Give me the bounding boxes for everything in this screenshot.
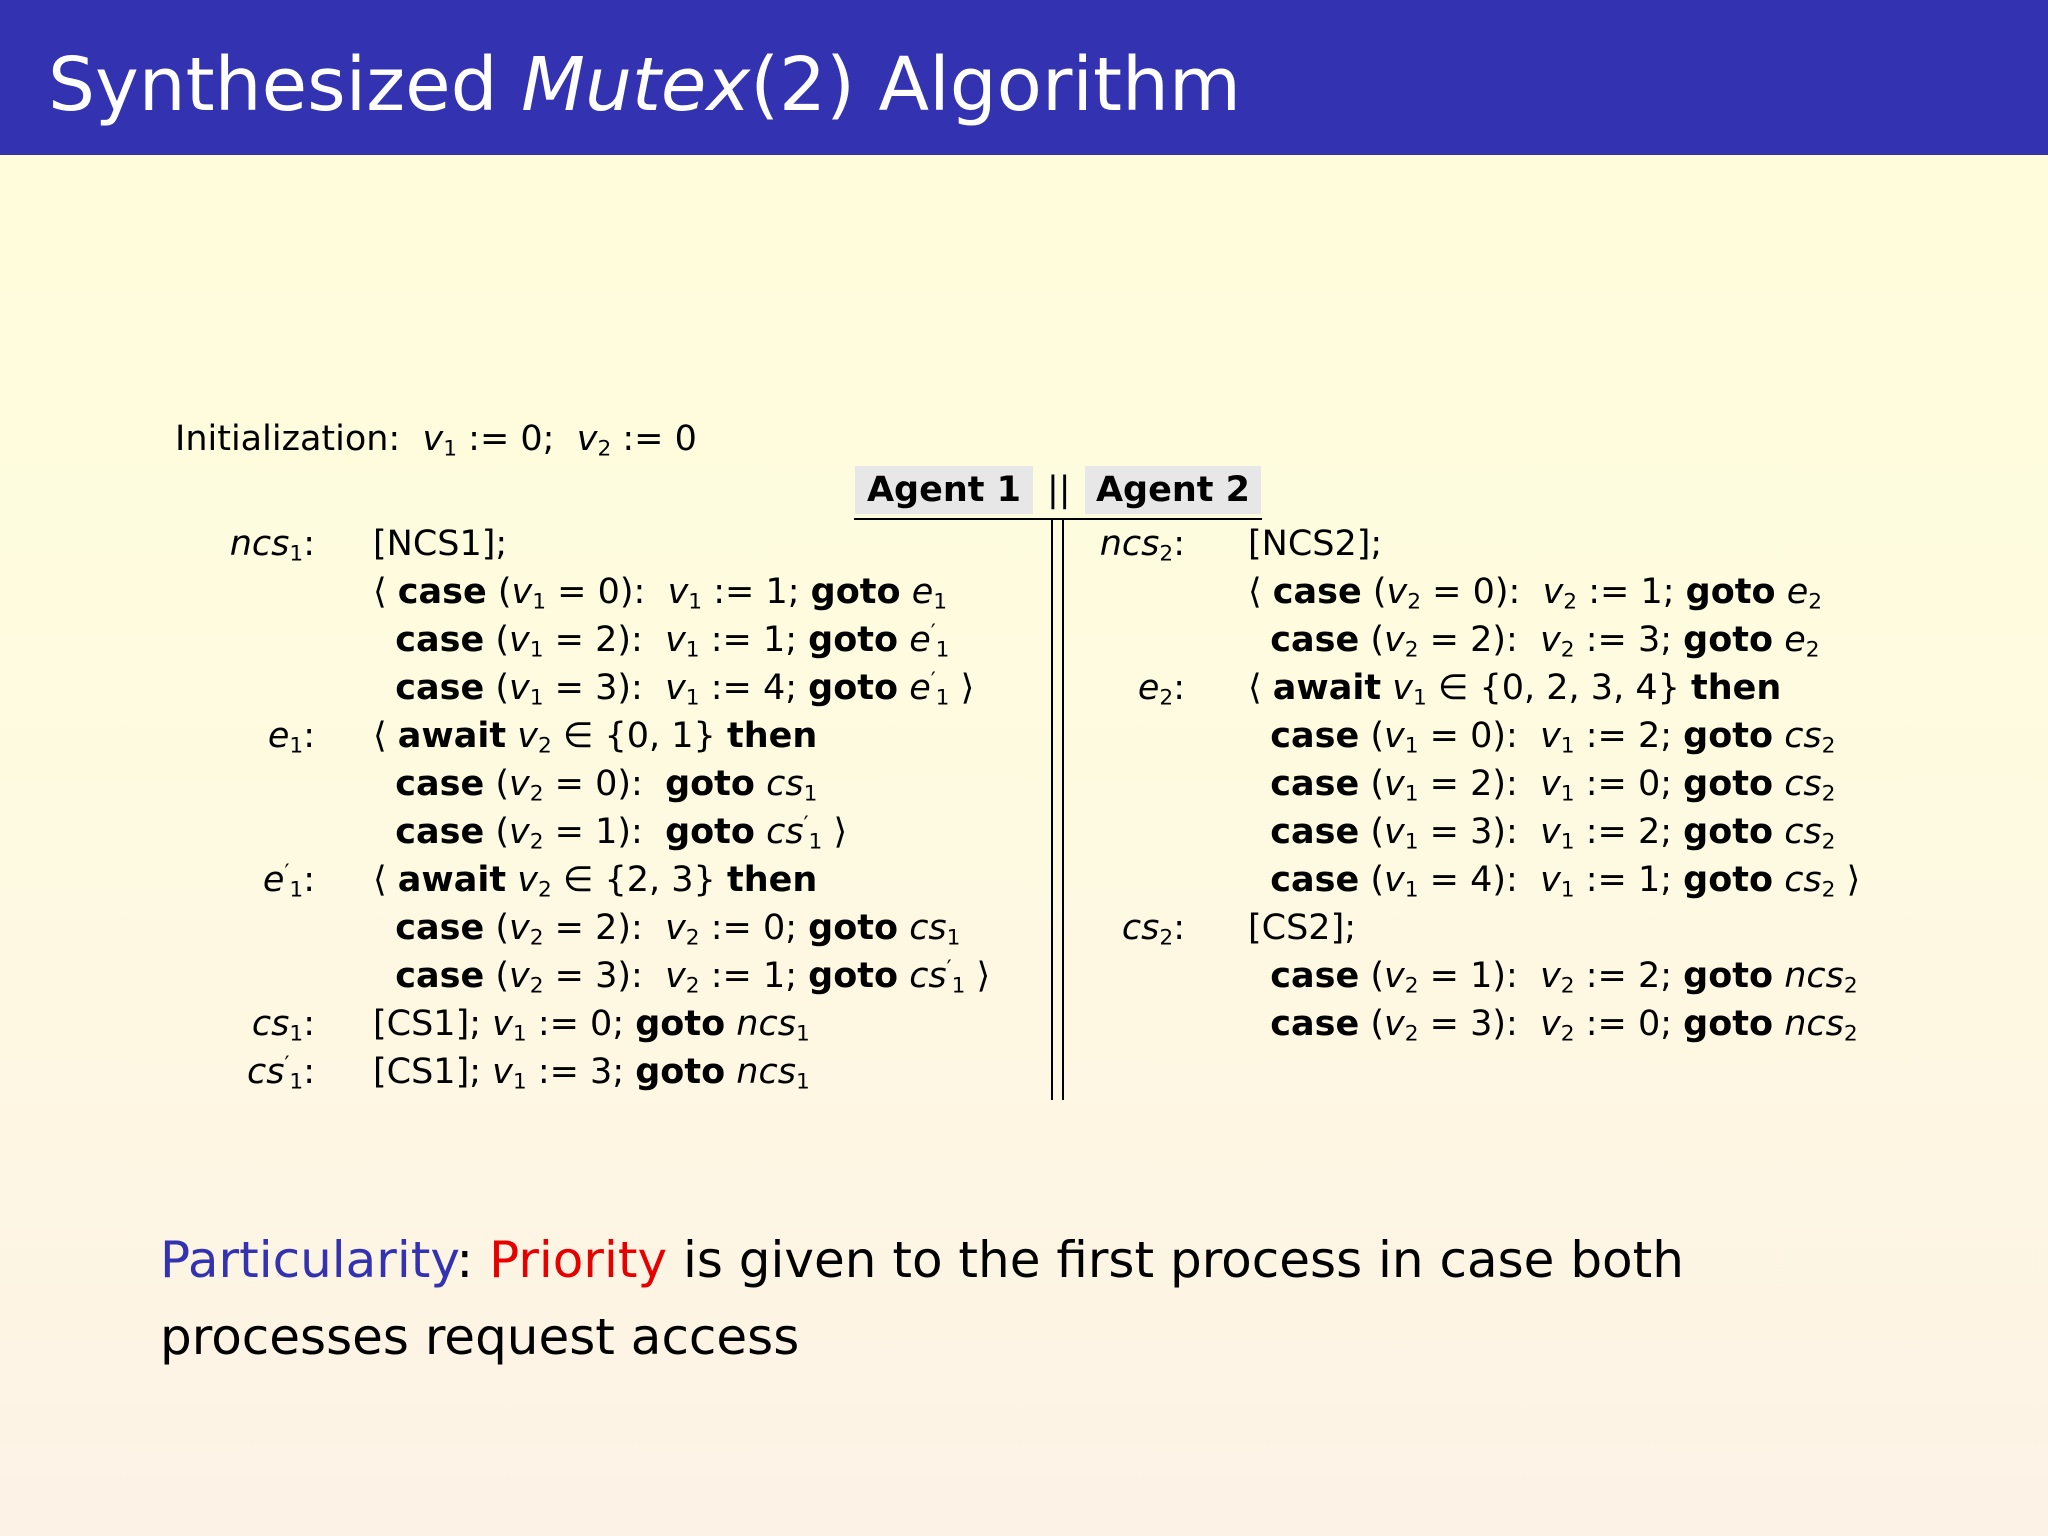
slide-title-bar xyxy=(0,0,2048,155)
label-cs1: $cs_1$: xyxy=(251,1004,315,1047)
agent1-line: ⟨ await $v_2$ ∈ {2, 3} then xyxy=(373,860,818,903)
agent1-line: ⟨ case $(v_1 = 0)$: $v_1$ := 1; goto $e_1$ xyxy=(373,572,948,615)
agent1-line: case $(v_2 = 1)$: goto $cs'_1$ ⟩ xyxy=(395,812,848,855)
agent2-line: ⟨ case $(v_2 = 0)$: $v_2$ := 1; goto $e_2$ xyxy=(1248,572,1823,615)
agent2-line: case $(v_1 = 0)$: $v_1$ := 2; goto $cs_2$ xyxy=(1270,716,1836,759)
agent2-line: case $(v_2 = 1)$: $v_2$ := 2; goto ncs$_2$ xyxy=(1270,956,1858,999)
agent2-line: case $(v_2 = 2)$: $v_2$ := 3; goto $e_2$ xyxy=(1270,620,1820,663)
agent2-line: ⟨ await $v_1$ ∈ {0, 2, 3, 4} then xyxy=(1248,668,1782,711)
title-prefix: Synthesized xyxy=(48,42,522,128)
agent1-line: [CS1]; $v_1$ := 3; goto ncs$_1$ xyxy=(373,1052,810,1095)
particularity-lead: Particularity xyxy=(160,1231,457,1289)
label-ncs1: ncs$_1$: xyxy=(229,524,315,567)
init-v2-sub: 2 xyxy=(597,436,612,462)
label-cs2: $cs_2$: xyxy=(1121,908,1185,951)
label-e2: $e_2$: xyxy=(1137,668,1185,711)
particularity-highlight: Priority xyxy=(489,1231,668,1289)
agent2-line: [CS2]; xyxy=(1248,908,1357,948)
title-italic: Mutex xyxy=(521,42,751,128)
agent1-line: [CS1]; $v_1$ := 0; goto ncs$_1$ xyxy=(373,1004,810,1047)
agent2-header: Agent 2 xyxy=(1085,466,1261,514)
initialization-line xyxy=(175,415,697,463)
agent1-line: case $(v_1 = 3)$: $v_1$ := 4; goto $e'_1$ ⟩ xyxy=(395,668,975,711)
agent1-line: case $(v_2 = 0)$: goto $cs_1$ xyxy=(395,764,818,807)
title-suffix: (2) Algorithm xyxy=(750,42,1241,128)
agent2-line: case $(v_1 = 3)$: $v_1$ := 2; goto $cs_2$ xyxy=(1270,812,1836,855)
init-v2: v xyxy=(576,419,598,459)
label-e1: $e_1$: xyxy=(267,716,315,759)
init-v2-assign: := 0 xyxy=(611,419,697,459)
agent1-line: case $(v_1 = 2)$: $v_1$ := 1; goto $e'_1$ xyxy=(395,620,950,663)
agent2-code xyxy=(1248,520,1860,1048)
agent2-line: case $(v_1 = 4)$: $v_1$ := 1; goto $cs_2$ ⟩ xyxy=(1270,860,1861,903)
agent1-line: case $(v_2 = 2)$: $v_2$ := 0; goto $cs_1$ xyxy=(395,908,961,951)
agent1-line: [NCS1]; xyxy=(373,524,508,564)
agent2-line: case $(v_2 = 3)$: $v_2$ := 0; goto ncs$_2$ xyxy=(1270,1004,1858,1047)
init-v1-assign: := 0; xyxy=(457,419,555,459)
label-cs1-prime: $cs'_1$: xyxy=(246,1052,315,1095)
parallel-rule-left xyxy=(1051,520,1053,1100)
agent2-line: [NCS2]; xyxy=(1248,524,1383,564)
agent2-line: case $(v_1 = 2)$: $v_1$ := 0; goto $cs_2$ xyxy=(1270,764,1836,807)
agent1-header: Agent 1 xyxy=(855,466,1033,514)
init-v1-sub: 1 xyxy=(443,436,458,462)
init-label: Initialization: xyxy=(175,419,401,459)
agent1-code xyxy=(373,520,990,1096)
label-e1-prime: $e'_1$: xyxy=(262,860,315,903)
particularity-note xyxy=(160,1222,1920,1376)
particularity-colon: : xyxy=(456,1231,490,1289)
agent1-line: case $(v_2 = 3)$: $v_2$ := 1; goto $cs'_1$ ⟩ xyxy=(395,956,991,999)
agent1-line: ⟨ await $v_2$ ∈ {0, 1} then xyxy=(373,716,818,759)
label-ncs2: ncs$_2$: xyxy=(1099,524,1185,567)
init-v1: v xyxy=(422,419,444,459)
parallel-rule-right xyxy=(1062,520,1064,1100)
slide-title xyxy=(48,40,1241,130)
particularity-rest: is given to the first process in case both processes request access xyxy=(160,1231,1684,1366)
parallel-separator: || xyxy=(1047,470,1071,510)
